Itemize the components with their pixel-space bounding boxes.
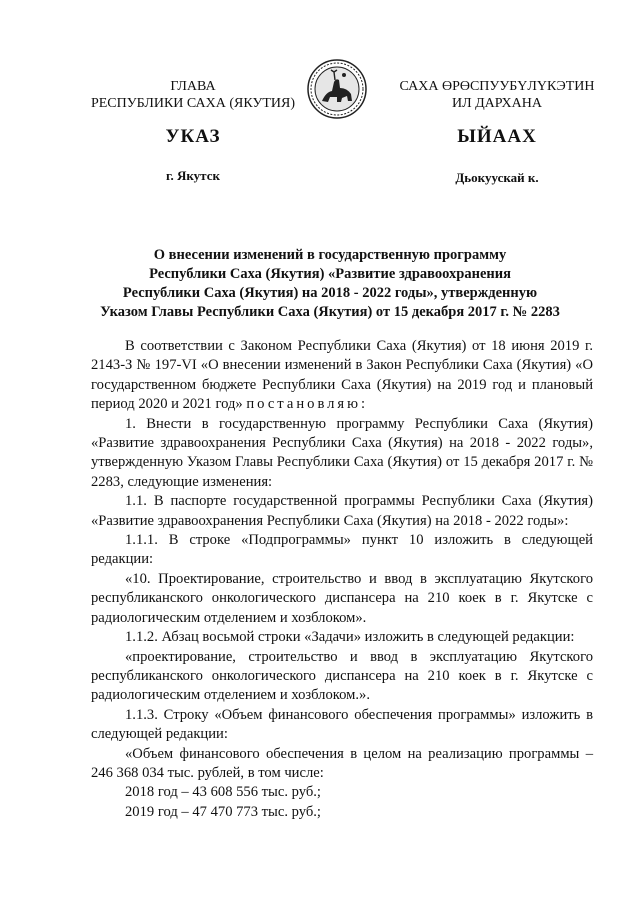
- title-line: Указом Главы Республики Саха (Якутия) от 15 декабря 2017 г. № 2283: [100, 304, 560, 320]
- header-left-title: ГЛАВА: [170, 79, 216, 94]
- paragraph-quote-design: «проектирование, строительство и ввод в эксплуатацию Якутского республиканского онкологического диспансера на 210 коек в г. Якутске с радиологическим отделением и хозблоком.».: [91, 648, 593, 704]
- paragraph-quote-10: «10. Проектирование, строительство и ввод в эксплуатацию Якутского республиканского онкологического диспансера на 210 коек в г. Якутске с радиологическим отделением и хозблоком».: [91, 570, 593, 626]
- header-left-subtitle: РЕСПУБЛИКИ САХА (ЯКУТИЯ): [90, 96, 296, 111]
- paragraph-item-1-1-3: 1.1.3. Строку «Объем финансового обеспечения программы» изложить в следующей редакции:: [91, 706, 593, 743]
- city-left: г. Якутск: [166, 168, 220, 183]
- sakha-coat-of-arms-icon: [306, 58, 368, 120]
- paragraph-preamble: [91, 337, 593, 415]
- paragraph-item-1-1-1: 1.1.1. В строке «Подпрограммы» пункт 10 изложить в следующей редакции:: [91, 532, 593, 568]
- title-line: Республики Саха (Якутия) «Развитие здравоохранения: [149, 266, 511, 282]
- paragraph-item-1: 1. Внести в государственную программу Республики Саха (Якутия) «Развитие здравоохранения Республики Саха (Якутия) на 2018 - 2022 годы», утвержденную Указом Главы Республики Саха (Якутия) от 15 декабря 2017 г. № 2283, следующие изменения:: [91, 415, 593, 490]
- paragraph-item-1-1-2: 1.1.2. Абзац восьмой строки «Задачи» изложить в следующей редакции:: [125, 629, 575, 646]
- title-line: О внесении изменений в государственную программу: [153, 247, 507, 263]
- header-right-title: САХА ӨРӨСПУУБҮЛҮКЭТИН: [399, 79, 595, 94]
- preamble-text: В соответствии с Законом Республики Саха (Якутия) от 18 июня 2019 г. 2143-З № 197-VI «О внесении изменений в Закон Республики Саха (Якутия) «О государственном бюджете Республики Саха (Якутия) на 2019 год и плановый период 2020 и 2021 год»: [91, 338, 593, 413]
- city-right: Дьокуускай к.: [455, 170, 539, 185]
- title-line: Республики Саха (Якутия) на 2018 - 2022 годы», утвержденную: [122, 285, 538, 301]
- decree-label-left: УКАЗ: [165, 126, 221, 147]
- header-right-subtitle: ИЛ ДАРХАНА: [451, 96, 542, 111]
- paragraph-funding-total: «Объем финансового обеспечения в целом на реализацию программы – 246 368 034 тыс. рублей, в том числе:: [91, 745, 593, 781]
- header-right: [392, 78, 602, 112]
- header-left: [88, 78, 298, 112]
- decree-title: [80, 246, 580, 322]
- paragraph-item-1-1: 1.1. В паспорте государственной программы Республики Саха (Якутия) «Развитие здравоохранения Республики Саха (Якутия) на 2018 - 2022 годы»:: [91, 493, 593, 529]
- paragraph-funding-2018: 2018 год – 43 608 556 тыс. руб.;: [125, 784, 321, 801]
- resolve-word: постановляю:: [246, 396, 369, 413]
- decree-body: [91, 337, 593, 822]
- paragraph-funding-2019: 2019 год – 47 470 773 тыс. руб.;: [125, 803, 321, 820]
- decree-label-right: ЫЙААХ: [457, 126, 537, 147]
